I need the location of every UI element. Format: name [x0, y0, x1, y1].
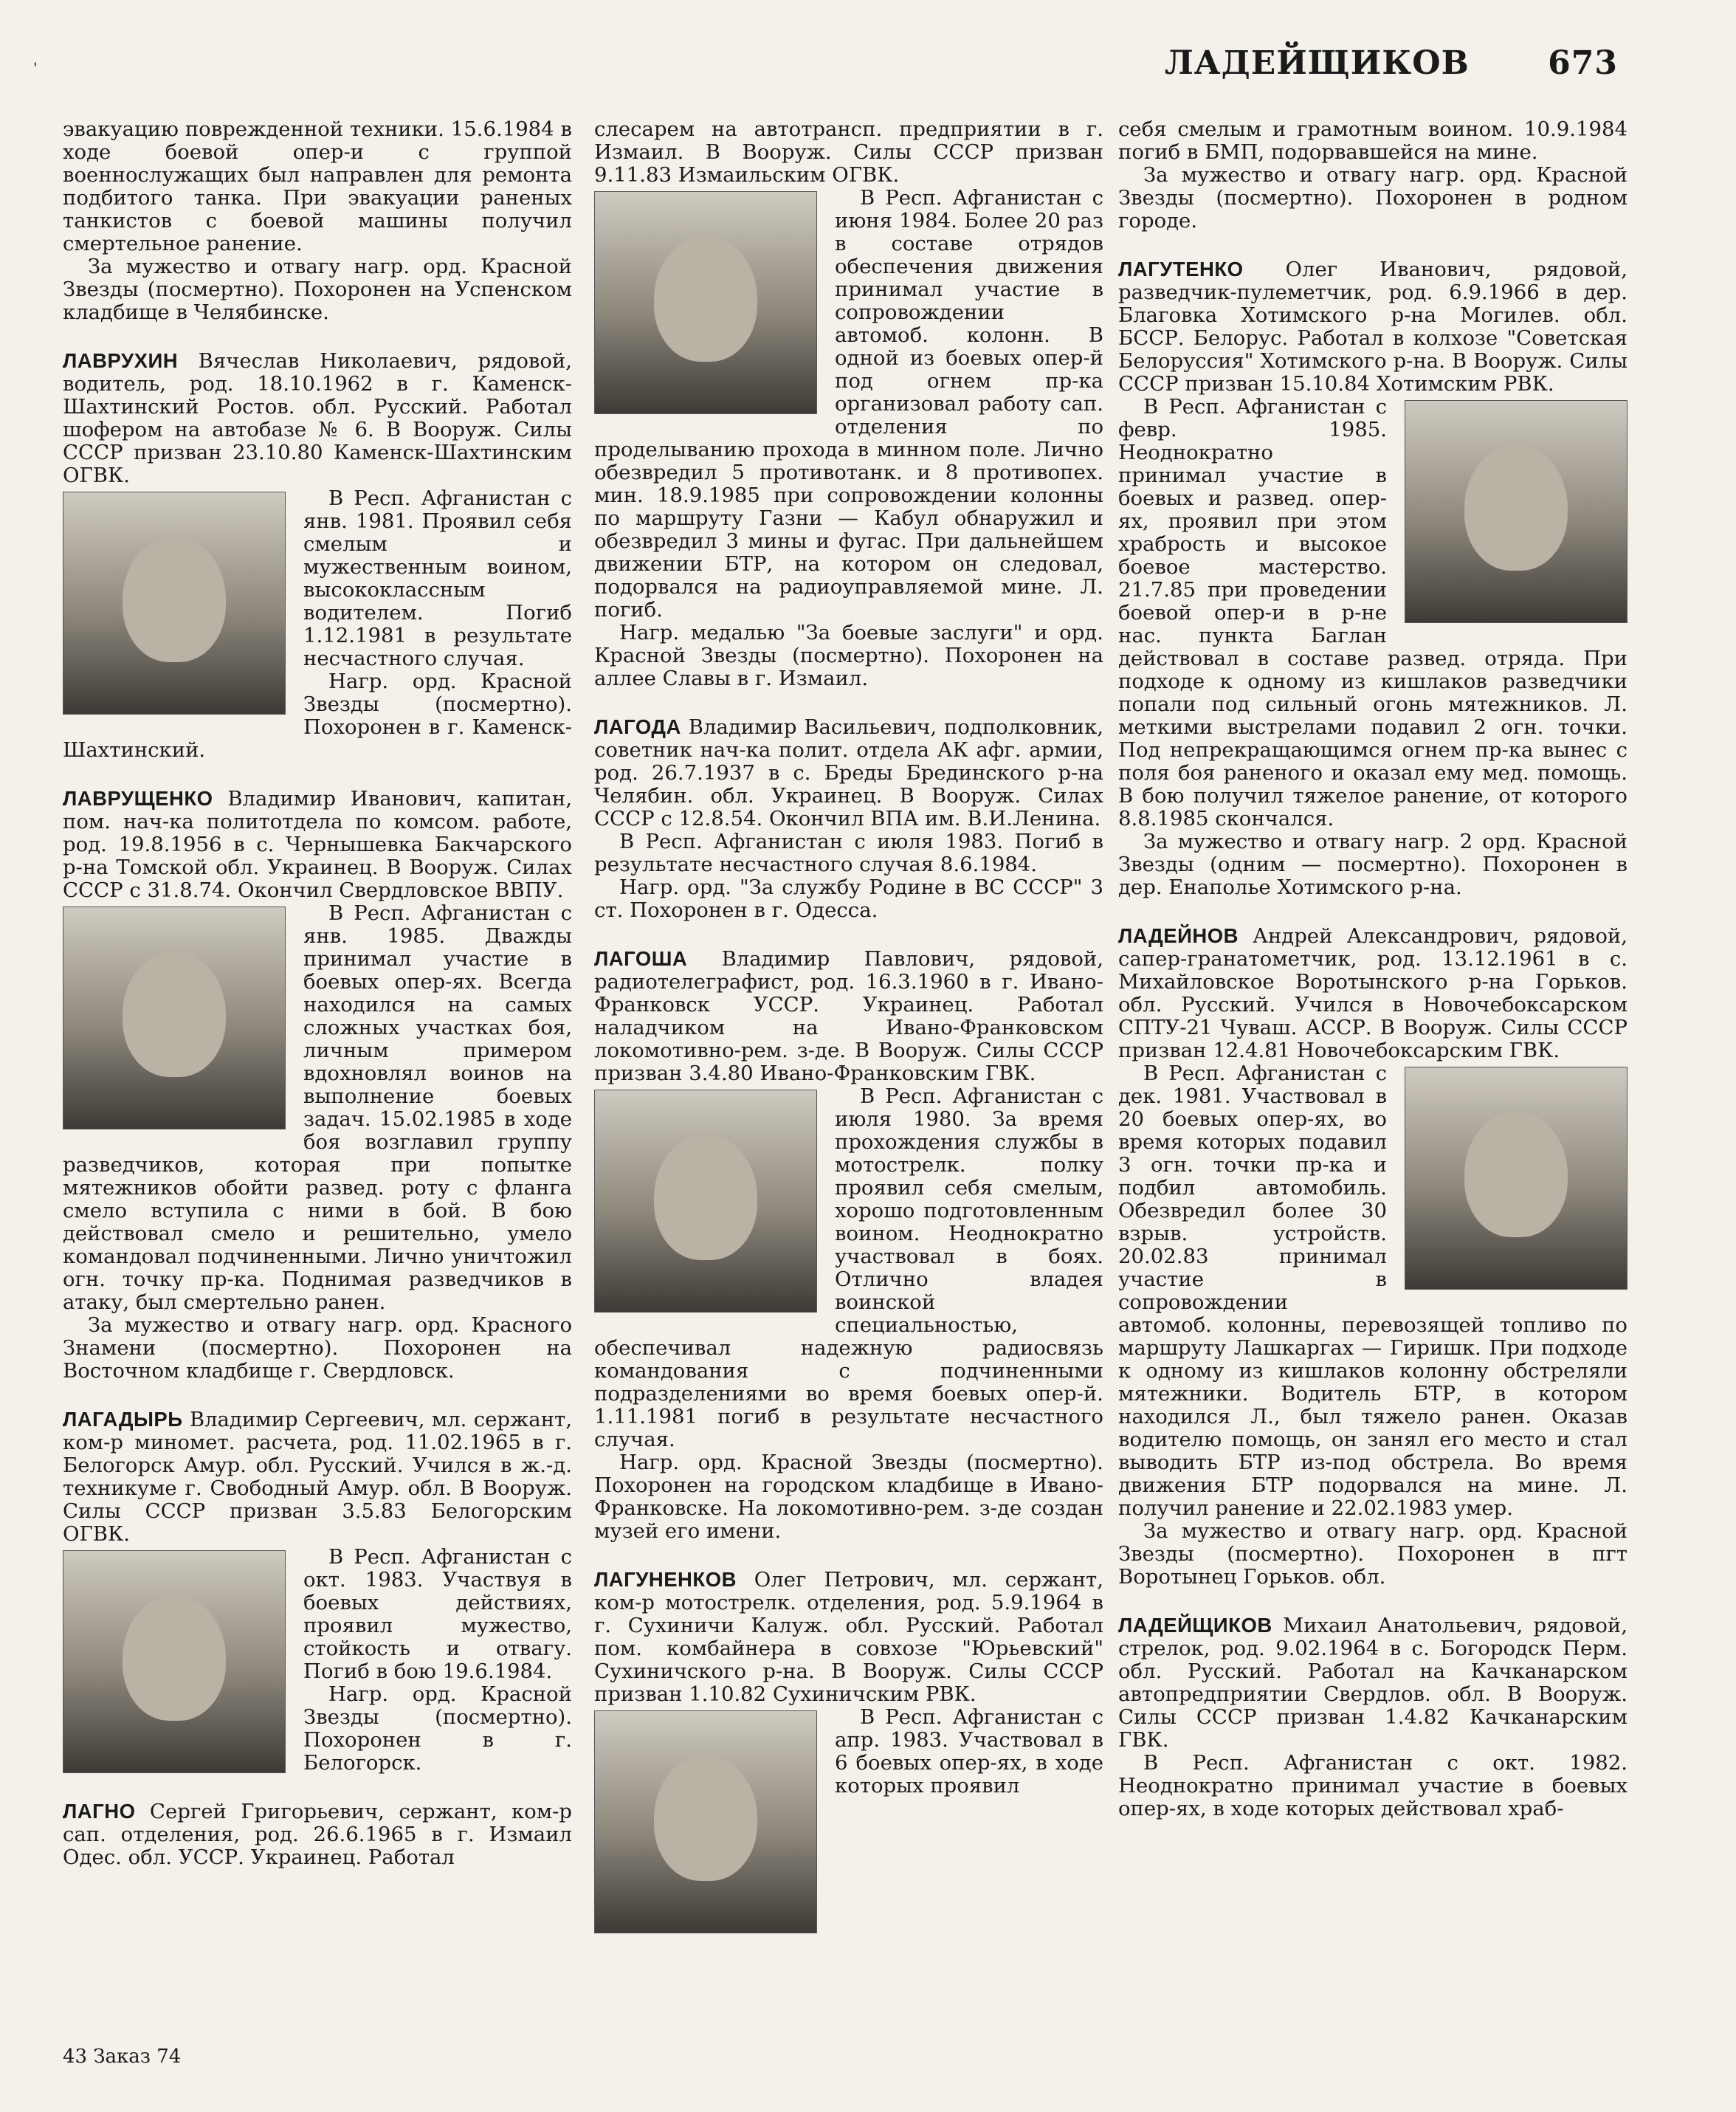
portrait-photo [1405, 400, 1628, 623]
entry-bio: Сергей Григорьевич, сержант, ком-р сап. отделения, род. 26.6.1965 в г. Измаил Одес. обл. УССР. Украинец. Работал [63, 1800, 572, 1869]
entry-intro [594, 715, 1103, 830]
entry-surname: ЛАГАДЫРЬ [63, 1408, 183, 1431]
portrait-face [654, 1755, 757, 1881]
award-text: За мужество и отвагу нагр. орд. Красной Звезды (посмертно). Похоронен в родном городе. [1118, 163, 1628, 233]
entry-surname: ЛАДЕЙЩИКОВ [1118, 1614, 1272, 1637]
entry-surname: ЛАГУТЕНКО [1118, 258, 1244, 281]
entry-service: В Респ. Афганистан с июня 1984. Более 20 раз в составе отрядов обеспечения движения принимал участие в сопровождении автомоб. колонн. В одной из боевых опер-й под огнем пр-ка организовал работу сап. отделения по проделыванию прохода в минном поле. Лично обезвредил 5 противотанк. и 8 противопех. мин. 18.9.1985 при сопровождении колонны по маршруту Газни — Кабул обнаружил и обезвредил 3 мины и фугас. При дальнейшем движении БТР, на котором он следовал, подорвался на радиоуправляемой мине. Л. погиб. [594, 186, 1103, 622]
continued-text: слесарем на автотрансп. предприятии в г. Измаил. В Вооруж. Силы СССР призван 9.11.83 Измаильским ОГВК. [594, 117, 1103, 187]
entry-bio: Андрей Александрович, рядовой, сапер-гранатометчик, род. 13.12.1961 в с. Михайловское Воротынского р-на Горьков. обл. Русский. Учился в Новочебоксарском СПТУ-21 Чуваш. АССР. В Вооруж. Силы СССР призван 12.4.81 Новочебоксарским ГВК. [1118, 924, 1628, 1062]
entry-bio: Владимир Иванович, капитан, пом. нач-ка политотдела по комсом. работе, род. 19.8.1956 в с. Чернышевка Бакчарского р-на Томской обл. Украинец. В Вооруж. Силах СССР с 31.8.74. Окончил Свердловское ВВПУ. [63, 787, 572, 902]
entry-bio: Владимир Васильевич, подполковник, советник нач-ка полит. отдела АК афг. армии, род. 26.7.1937 в с. Бреды Брединского р-на Челябин. обл. Украинец. В Вооруж. Силах СССР с 12.8.54. Окончил ВПА им. В.И.Ленина. [594, 715, 1103, 830]
page-header [1165, 44, 1618, 82]
entry-intro [63, 1800, 572, 1869]
entry-surname: ЛАГОДА [594, 715, 681, 738]
continued-text: себя смелым и грамотным воином. 10.9.1984 погиб в БМП, подорвавшейся на мине. [1118, 117, 1628, 164]
entry-bio: Михаил Анатольевич, рядовой, стрелок, род. 9.02.1964 в с. Богородск Перм. обл. Русский. Работал на Качканарском автопредприятии Свердлов. обл. В Вооруж. Силы СССР призван 1.4.82 Качканарским ГВК. [1118, 1614, 1628, 1752]
entry-intro [1118, 924, 1628, 1062]
entry-service: В Респ. Афганистан с дек. 1981. Участвовал в 20 боевых опер-ях, во время которых подавил 3 огн. точки пр-ка и подбил автомобиль. Обезвредил более 30 взрыв. устройств. 20.02.83 принимал участие в сопровождении автомоб. колонны, перевозящей топливо по маршруту Лашкаргах — Гиришк. При подходе к одному из кишлаков колонну обстреляли мятежники. Водитель БТР, в котором находился Л., был тяжело ранен. Оказав водителю помощь, он занял его место и стал выводить БТР из-под обстрела. Во время движения БТР подорвался на мине. Л. получил ранение и 22.02.1983 умер. [1118, 1062, 1628, 1520]
continued-text: эвакуацию поврежденной техники. 15.6.1984 в ходе боевой опер-и с группой военнослужащих был направлен для ремонта подбитого танка. При эвакуации раненых танкистов с боевой машины получил смертельное ранение. [63, 117, 572, 255]
portrait-face [654, 236, 757, 362]
entry-service: В Респ. Афганистан с окт. 1982. Неоднократно принимал участие в боевых опер-ях, в ходе которых действовал храб- [1118, 1751, 1628, 1820]
page-number: 673 [1548, 44, 1618, 82]
portrait-photo [63, 1550, 286, 1773]
entry-surname: ЛАГНО [63, 1800, 136, 1823]
entry-service: В Респ. Афганистан с апр. 1983. Участвовал в 6 боевых опер-ях, в ходе которых проявил [835, 1705, 1103, 1798]
portrait-photo [594, 1710, 817, 1933]
entry-award: Нагр. медалью "За боевые заслуги" и орд. Красной Звезды (посмертно). Похоронен на аллее Славы в г. Измаил. [594, 621, 1103, 690]
entry-lagadyr [63, 1408, 572, 1775]
portrait-photo [63, 907, 286, 1129]
portrait-face [654, 1135, 757, 1260]
entry-service: В Респ. Афганистан с февр. 1985. Неоднократно принимал участие в боевых и развед. опер-ях, проявил при этом храбрость и высокое боевое мастерство. 21.7.85 при проведении боевой опер-и в р-не нас. пункта Баглан действовал в составе развед. отряда. При подходе к одному из кишлаков разведчики попали под сильный огонь мятежников. Л. меткими выстрелами подавил 2 огн. точки. Под непрекращающимся огнем пр-ка вынес с поля боя раненого и оказал ему мед. помощь. В бою получил тяжелое ранение, от которого 8.8.1985 скончался. [1118, 395, 1628, 830]
entry-surname: ЛАВРУХИН [63, 349, 179, 372]
entry-bio: Владимир Сергеевич, мл. сержант, ком-р миномет. расчета, род. 11.02.1965 в г. Белогорск Амур. обл. Русский. Учился в ж.-д. техникуме г. Свободный Амур. обл. В Вооруж. Силы СССР призван 3.5.83 Белогорским ОГВК. [63, 1408, 572, 1546]
entry-award: За мужество и отвагу нагр. орд. Красного Знамени (посмертно). Похоронен на Восточном кладбище г. Свердловск. [63, 1313, 572, 1383]
entry-service: В Респ. Афганистан с янв. 1985. Дважды принимал участие в боевых опер-ях. Всегда находился на самых сложных участках боя, личным примером вдохновлял воинов на выполнение боевых задач. 15.02.1985 в ходе боя возглавил группу разведчиков, которая при попытке мятежников обойти развед. роту с фланга смело вступила с ними в бой. В бою действовал смело и решительно, умело командовал подчиненными. Лично уничтожил огн. точку пр-ка. Поднимая разведчиков в атаку, был смертельно ранен. [63, 901, 572, 1314]
entry-service: В Респ. Афганистан с янв. 1981. Проявил себя смелым и мужественным воином, высококлассным водителем. Погиб 1.12.1981 в результате несчастного случая. [303, 486, 572, 670]
entry-intro [63, 1408, 572, 1546]
entry-bio: Владимир Павлович, рядовой, радиотелеграфист, род. 16.3.1960 в г. Ивано-Франковск УССР. Украинец. Работал наладчиком на Ивано-Франковском локомотивно-рем. з-де. В Вооруж. Силы СССР призван 3.4.80 Ивано-Франковским ГВК. [594, 947, 1103, 1085]
entry-award: Нагр. орд. "За службу Родине в ВС СССР" 3 ст. Похоронен в г. Одесса. [594, 876, 1103, 922]
entry-lavrushchenko [63, 787, 572, 1383]
entry-intro [63, 349, 572, 487]
entry-service: В Респ. Афганистан с июля 1983. Погиб в результате несчастного случая 8.6.1984. [594, 830, 1103, 876]
entry-surname: ЛАВРУЩЕНКО [63, 787, 213, 810]
column-3 [1118, 118, 1628, 1820]
margin-mark: ' [33, 59, 38, 77]
entry-bio: Вячеслав Николаевич, рядовой, водитель, род. 18.10.1962 в г. Каменск-Шахтинский Ростов. обл. Русский. Работал шофером на автобазе № 6. В Вооруж. Силы СССР призван 23.10.80 Каменск-Шахтинским ОГВК. [63, 349, 572, 487]
running-title: ЛАДЕЙЩИКОВ [1164, 44, 1470, 82]
portrait-photo [594, 1090, 817, 1313]
entry-ladeinov [1118, 924, 1628, 1589]
entry-intro [63, 787, 572, 902]
entry-award: За мужество и отвагу нагр. орд. Красной Звезды (посмертно). Похоронен в пгт Воротынец Горьков. обл. [1118, 1519, 1628, 1589]
entry-surname: ЛАДЕЙНОВ [1118, 924, 1239, 947]
entry-surname: ЛАГУНЕНКОВ [594, 1568, 737, 1591]
portrait-face [123, 952, 226, 1077]
portrait-photo [594, 191, 817, 414]
entry-ladeishchikov [1118, 1614, 1628, 1820]
entry-bio: Олег Иванович, рядовой, разведчик-пулеметчик, род. 6.9.1966 в дер. Благовка Хотимского р-на Могилев. обл. БССР. Белорус. Работал в колхозе "Советская Белоруссия" Хотимского р-на. В Вооруж. Силы СССР призван 15.10.84 Хотимским РВК. [1118, 258, 1628, 396]
portrait-face [123, 1595, 226, 1721]
entry-award: Нагр. орд. Красной Звезды (посмертно). Похоронен на городском кладбище в Ивано-Франковске. На локомотивно-рем. з-де создан музей его имени. [594, 1451, 1103, 1543]
entry-award: За мужество и отвагу нагр. 2 орд. Красной Звезды (одним — посмертно). Похоронен в дер. Енаполье Хотимского р-на. [1118, 830, 1628, 899]
entry-service: В Респ. Афганистан с окт. 1983. Участвуя в боевых действиях, проявил мужество, стойкость и отвагу. Погиб в бою 19.6.1984. [303, 1545, 572, 1683]
entry-lavrukhin [63, 349, 572, 762]
entry-lagoda [594, 715, 1103, 922]
portrait-face [1464, 1112, 1568, 1237]
entry-lagunenkov [594, 1568, 1103, 1798]
portrait-face [1464, 445, 1568, 571]
portrait-face [123, 537, 226, 662]
award-text: За мужество и отвагу нагр. орд. Красной Звезды (посмертно). Похоронен на Успенском кладбище в Челябинске. [63, 255, 572, 324]
entry-surname: ЛАГОША [594, 947, 688, 970]
entry-intro [1118, 1614, 1628, 1752]
portrait-photo [1405, 1067, 1628, 1290]
page-footer: 43 Заказ 74 [63, 2046, 182, 2068]
entry-intro [594, 1568, 1103, 1706]
column-1 [63, 118, 572, 1869]
portrait-photo [63, 492, 286, 715]
column-2 [594, 118, 1103, 1941]
entry-award: Нагр. орд. Красной Звезды (посмертно). Похоронен в г. Каменск-Шахтинский. [63, 670, 572, 762]
entry-lagutenko [1118, 258, 1628, 899]
entry-bio: Олег Петрович, мл. сержант, ком-р мотострелк. отделения, род. 5.9.1964 в г. Сухиничи Калуж. обл. Русский. Работал пом. комбайнера в совхозе "Юрьевский" Сухиничского р-на. В Вооруж. Силы СССР призван 1.10.82 Сухиничским РВК. [594, 1568, 1103, 1706]
entry-lagno [63, 1800, 572, 1869]
entry-intro [1118, 258, 1628, 396]
entry-intro [594, 947, 1103, 1085]
entry-award: Нагр. орд. Красной Звезды (посмертно). Похоронен в г. Белогорск. [303, 1682, 572, 1775]
entry-lagosha [594, 947, 1103, 1543]
entry-service: В Респ. Афганистан с июля 1980. За время прохождения службы в мотострелк. полку проявил себя смелым, хорошо подготовленным воином. Неоднократно участвовал в боях. Отлично владея воинской специальностью, обеспечивал надежную радиосвязь командования с подчиненными подразделениями во время боевых опер-й. 1.11.1981 погиб в результате несчастного случая. [594, 1084, 1103, 1451]
